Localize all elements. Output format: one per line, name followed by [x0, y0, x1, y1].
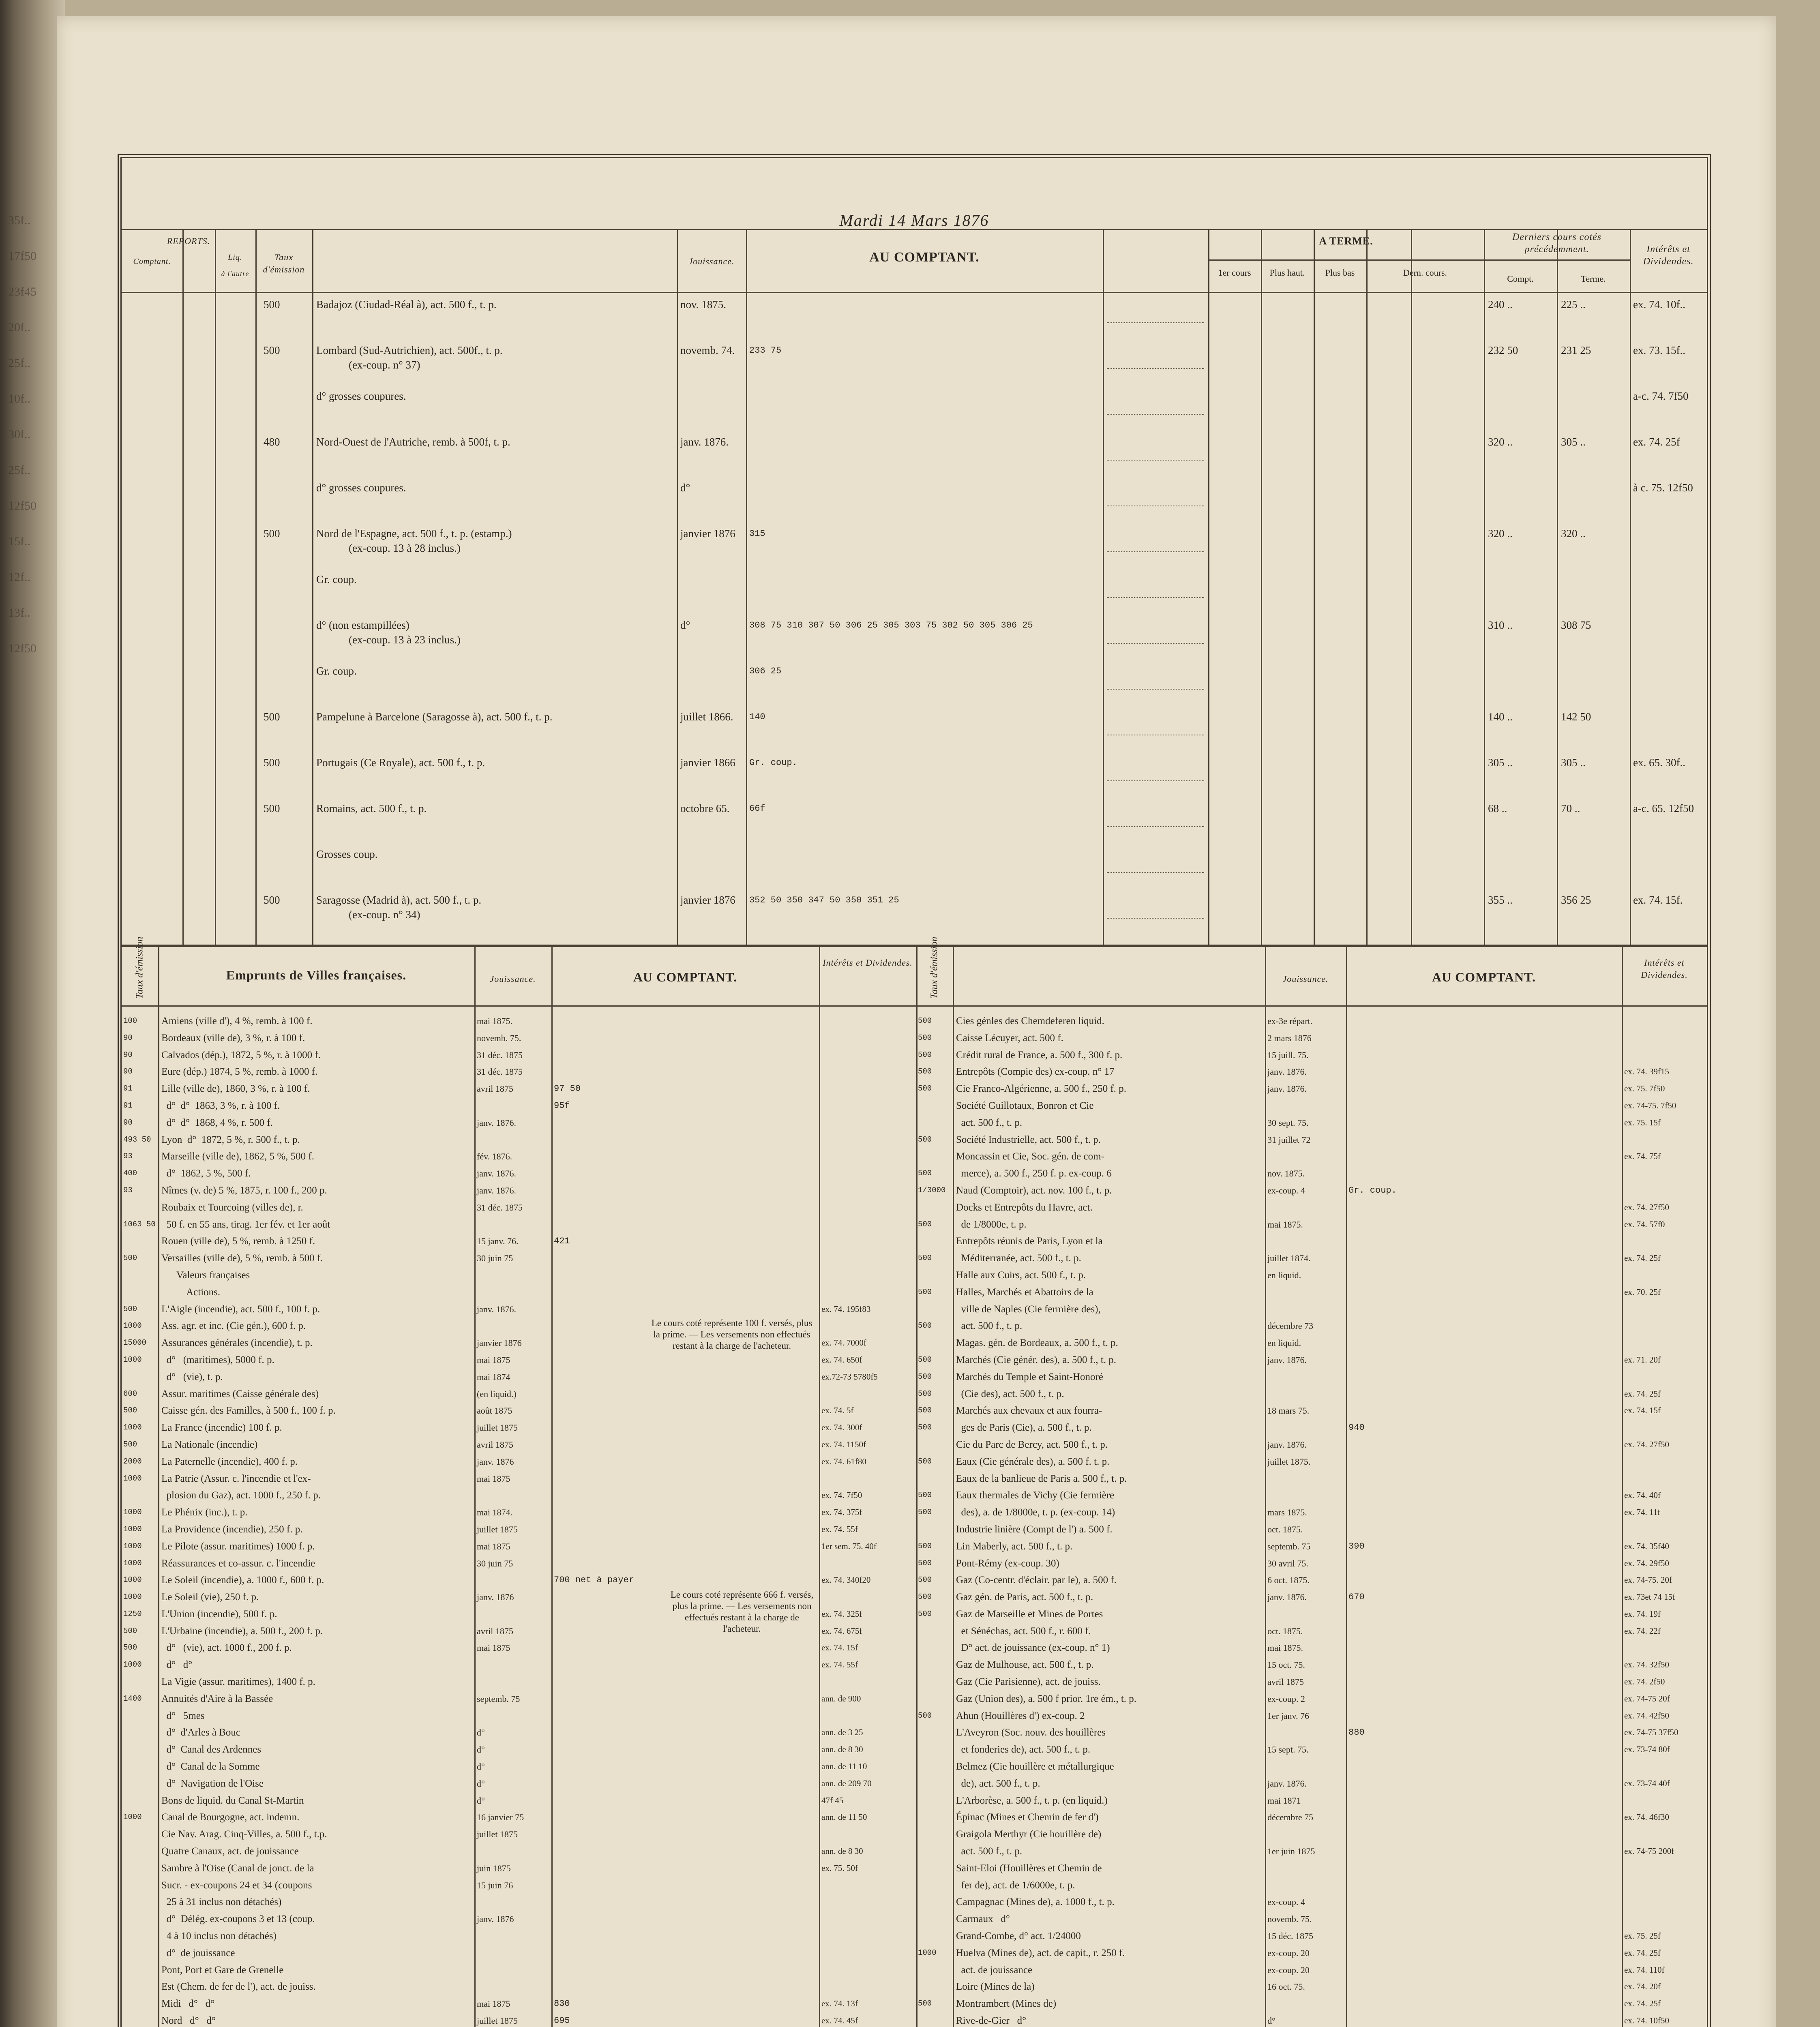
railway-jouissance: novemb. 74. [680, 344, 735, 356]
left-interets-header: Intérêts et Dividendes. [823, 958, 913, 968]
emprunts-header: Emprunts de Villes françaises. [226, 968, 407, 982]
railway-name: Pampelune à Barcelone (Saragosse à), act. 500 f., t. p. [316, 711, 553, 723]
right-jouissance-header: Jouissance. [1282, 974, 1329, 984]
right-securities-column: Cies génles des Chemdeferen liquid. Caisse Lécuyer, act. 500 f. Crédit rural de France, a. 500 f., 300 f. p. Entrepôts (Compie des) ex-coup. n° 17 Cie Franco-Algérienne, a. 500 f., 250 f. p. Société Guillotaux, Bonron et Cie act. 500 f., t. p. Société Industrielle, act. 500 f., t. p. Moncassin et Cie, Soc. gén. de com- merce), a. 500 f., 250 f. p. ex-coup. 6 Naud (Comptoir), act. nov. 100 f., t. p. Docks et Entrepôts du Havre, act. de 1/8000e, t. p. Entrepôts réunis de Paris, Lyon et la Méditerranée, act. 500 f., t. p. Halle aux Cuirs, act. 500 f., t. p. Halles, Marchés et Abattoirs de la ville de Naples (Cie fermière des), act. 500 f., t. p. Magas. gén. de Bordeaux, a. 500 f., t. p. Marchés (Cie génér. des), a. 500 f., t. p. Marchés du Temple et Saint-Honoré (Cie des), act. 500 f., t. p. Marchés aux chevaux et aux fourra- ges de Paris (Cie), a. 500 f., t. p. Cie du Parc de Bercy, act. 500 f., t. p. Eaux (Cie générale des), a. 500 f. t. p. Eaux de la banlieue de Paris a. 500 f., t. p. Eaux thermales de Vichy (Cie fermière des), a. de 1/8000e, t. p. (ex-coup. 14) Industrie linière (Compt de l') a. 500 f. Lin Maberly, act. 500 f., t. p. Pont-Rémy (ex-coup. 30) Gaz (Co-centr. d'éclair. par le), a. 500 f. Gaz gén. de Paris, act. 500 f., t. p. Gaz de Marseille et Mines de Portes et Sénéchas, act. 500 f., r. 600 f. D° act. de jouissance (ex-coup. n° 1) Gaz de Mulhouse, act. 500 f., t. p. Gaz (Cie Parisienne), act. de jouiss. Gaz (Union des), a. 500 f prior. 1re ém., t. p. Ahun (Houillères d') ex-coup. 2 L'Aveyron (Soc. nouv. des houillères et fonderies de), act. 500 f., t. p. Belmez (Cie houillère et métallurgique de), act. 500 f., t. p. L'Arborèse, a. 500 f., t. p. (en liquid.) Épinac (Mines et Chemin de fer d') Graigola Merthyr (Cie houillère de) act. 500 f., t. p. Saint-Eloi (Houillères et Chemin de fer de), act. de 1/6000e, t. p. Campagnac (Mines de), a. 1000 f., t. p. Carmaux d° Grand-Combe, d° act. 1/24000 Huelva (Mines de), act. de capit., r. 250 f. act. de jouissance Loire (Mines de la) Montrambert (Mines de) Rive-de-Gier d° [956, 1016, 1137, 2027]
railway-prec-terme: 225 .. [1561, 298, 1586, 311]
railway-comptant-price: 352 50 350 347 50 350 351 25 [749, 895, 899, 905]
railway-comptant-price: 233 75 [749, 345, 782, 356]
railway-name: Gr. coup. [316, 573, 357, 585]
right-taux-header: Taux d'émission [929, 936, 940, 999]
railway-taux: 480 [264, 436, 280, 448]
railway-name: Gr. coup. [316, 665, 357, 677]
railway-prec-compt: 68 .. [1488, 802, 1507, 814]
railway-interets: ex. 74. 10f.. [1633, 298, 1685, 311]
railway-interets: ex. 73. 15f.. [1633, 344, 1685, 356]
railway-prec-compt: 305 .. [1488, 756, 1513, 769]
railway-leader-dots [1107, 597, 1204, 598]
au-comptant-header: AU COMPTANT. [869, 250, 980, 265]
railway-interets: ex. 74. 25f [1633, 436, 1680, 448]
railway-jouissance: d° [680, 482, 690, 494]
terme-col-plus-bas: Plus bas [1325, 268, 1355, 278]
comptant-subheader: Comptant. [133, 257, 171, 266]
railway-taux: 500 [264, 756, 280, 769]
railway-jouissance: janv. 1876. [680, 436, 729, 448]
railway-taux: 500 [264, 894, 280, 906]
railway-jouissance: octobre 65. [680, 802, 730, 814]
railway-taux: 500 [264, 527, 280, 540]
left-note-2: Le cours coté représente 666 f. versés, plus la prime. — Les versements non effectués restant à la charge de l'acheteur. [670, 1590, 814, 1634]
railway-taux: 500 [264, 298, 280, 311]
railway-prec-terme: 70 .. [1561, 802, 1580, 814]
railway-prec-terme: 142 50 [1561, 711, 1591, 723]
page-title: Mardi 14 Mars 1876 [839, 211, 989, 229]
railway-name: Grosses coup. [316, 848, 378, 860]
railway-interets: a-c. 74. 7f50 [1633, 390, 1689, 402]
railway-prec-compt: 232 50 [1488, 344, 1518, 356]
left-jouissance-header: Jouissance. [490, 974, 536, 984]
terme-col-plus-haut: Plus haut. [1269, 268, 1305, 278]
railway-interets: à c. 75. 12f50 [1633, 482, 1693, 494]
railway-interets: ex. 65. 30f.. [1633, 756, 1685, 769]
left-au-comptant-header: AU COMPTANT. [633, 970, 737, 984]
railway-subtitle: (ex-coup. n° 34) [349, 909, 420, 921]
left-taux-header: Taux d'émission [134, 936, 145, 999]
railway-name: Nord de l'Espagne, act. 500 f., t. p. (estamp.) [316, 527, 512, 540]
left-note-1: Le cours coté représente 100 f. versés, plus la prime. — Les versements non effectués restant à la charge de l'acheteur. [651, 1318, 812, 1351]
railway-prec-compt: 355 .. [1488, 894, 1513, 906]
railway-jouissance: juillet 1866. [680, 711, 733, 723]
interets-header: Intérêts et Dividendes. [1643, 244, 1694, 267]
a-terme-header: A TERME. [1319, 235, 1373, 247]
railway-prec-terme: 308 75 [1561, 619, 1591, 631]
taux-emission-header: Taux d'émission [263, 252, 305, 274]
terme-col-1er-cours: 1er cours [1218, 268, 1251, 278]
railway-interets: a-c. 65. 12f50 [1633, 802, 1694, 814]
liq-a-lautre-subheader: à l'autre [221, 270, 249, 278]
jouissance-header: Jouissance. [688, 256, 735, 266]
railway-leader-dots [1107, 414, 1204, 415]
railway-subtitle: (ex-coup. 13 à 23 inclus.) [349, 634, 461, 646]
railway-leader-dots [1107, 826, 1204, 827]
left-comptant-column: 97 50 95f 421 700 net à payer 830 695 [554, 1084, 635, 2026]
railway-prec-terme: 305 .. [1561, 436, 1586, 448]
railway-name: Lombard (Sud-Autrichien), act. 500f., t. p. [316, 344, 503, 356]
railway-jouissance: janvier 1876 [680, 894, 735, 906]
railway-jouissance: janvier 1866 [680, 756, 735, 769]
railway-prec-compt: 140 .. [1488, 711, 1513, 723]
railway-leader-dots [1107, 872, 1204, 873]
liq-subheader: Liq. [228, 253, 242, 262]
book-binding [0, 0, 65, 2027]
railway-leader-dots [1107, 322, 1204, 323]
railway-name: d° (non estampillées) [316, 619, 409, 631]
railway-comptant-price: 140 [749, 712, 765, 722]
railway-name: d° grosses coupures. [316, 482, 406, 494]
reports-header: REPORTS. [167, 236, 210, 246]
railway-comptant-price: 315 [749, 529, 765, 539]
railway-leader-dots [1107, 460, 1204, 461]
railway-prec-terme: 356 25 [1561, 894, 1591, 906]
railway-subtitle: (ex-coup. n° 37) [349, 359, 420, 371]
railway-taux: 500 [264, 711, 280, 723]
railway-prec-compt: 310 .. [1488, 619, 1513, 631]
railway-jouissance: nov. 1875. [680, 298, 726, 311]
prec-compt-header: Compt. [1507, 274, 1534, 284]
railway-comptant-price: 306 25 [749, 666, 782, 676]
railway-prec-terme: 231 25 [1561, 344, 1591, 356]
right-interets-header: Intérêts et Dividendes. [1641, 958, 1688, 980]
railway-comptant-price: 308 75 310 307 50 306 25 305 303 75 302 50 305 306 25 [749, 620, 1033, 630]
right-interets-column: ex. 74. 39f15 ex. 75. 7f50 ex. 74-75. 7f50 ex. 75. 15f ex. 74. 75f ex. 74. 27f50 ex. 74. 57f0 ex. 74. 25f ex. 70. 25f ex. 71. 20f ex. 74. 25f ex. 74. 15f ex. 74. 27f50 ex. 74. 40f ex. 74. 11f ex. 74. 35f40 ex. 74. 29f50 ex. 74-75. 20f ex. 73et 74 15f ex. 74. 19f ex. 74. 22f ex. 74. 32f50 ex. 74. 2f50 ex. 74-75 20f ex. 74. 42f50 ex. 74-75 37f50 ex. 73-74 80f ex. 73-74 40f ex. 74. 46f30 ex. 74-75 200f ex. 75. 25f ex. 74. 25f ex. 74. 110f ex. 74. 20f ex. 74. 25f ex. 74. 10f50 [1624, 1067, 1679, 2026]
railway-subtitle: (ex-coup. 13 à 28 inclus.) [349, 542, 461, 554]
railway-name: Saragosse (Madrid à), act. 500 f., t. p. [316, 894, 482, 906]
right-au-comptant-header: AU COMPTANT. [1432, 970, 1536, 984]
right-comptant-column: Gr. coup. 940 390 670 880 [1348, 1185, 1397, 1738]
railway-jouissance: d° [680, 619, 690, 631]
railway-name: Badajoz (Ciudad-Réal à), act. 500 f., t. p. [316, 298, 497, 311]
railway-interets: ex. 74. 15f. [1633, 894, 1683, 906]
railway-name: Nord-Ouest de l'Autriche, remb. à 500f, t. p. [316, 436, 510, 448]
derniers-cours-header: Derniers cours cotés précédemment. [1512, 232, 1601, 255]
right-taux-column: 500 500 500 500 500 500 500 1/3000 500 500 500 500 500 500 500 500 500 500 500 500 500 500 500 500 500 500 1000 500 [918, 1016, 946, 2008]
railway-leader-dots [1107, 689, 1204, 690]
terme-col-dern-cours: Dern. cours. [1403, 268, 1447, 278]
railway-prec-terme: 305 .. [1561, 756, 1586, 769]
left-securities-column: Amiens (ville d'), 4 %, remb. à 100 f. Bordeaux (ville de), 3 %, r. à 100 f. Calvados (dép.), 1872, 5 %, r. à 1000 f. Eure (dép.) 1874, 5 %, remb. à 1000 f. Lille (ville de), 1860, 3 %, r. à 100 f. d° d° 1863, 3 %, r. à 100 f. d° d° 1868, 4 %, r. 500 f. Lyon d° 1872, 5 %, r. 500 f., t. p. Marseille (ville de), 1862, 5 %, 500 f. d° 1862, 5 %, 500 f. Nîmes (v. de) 5 %, 1875, r. 100 f., 200 p. Roubaix et Tourcoing (villes de), r. 50 f. en 55 ans, tirag. 1er fév. et 1er août Rouen (ville de), 5 %, remb. à 1250 f. Versailles (ville de), 5 %, remb. à 500 f. Valeurs françaises Actions. L'Aigle (incendie), act. 500 f., 100 f. p. Ass. agr. et inc. (Cie gén.), 600 f. p. Assurances générales (incendie), t. p. d° (maritimes), 5000 f. p. d° (vie), t. p. Assur. maritimes (Caisse générale des) Caisse gén. des Familles, à 500 f., 100 f. p. La France (incendie) 100 f. p. La Nationale (incendie) La Paternelle (incendie), 400 f. p. La Patrie (Assur. c. l'incendie et l'ex- plosion du Gaz), act. 1000 f., 250 f. p. Le Phénix (inc.), t. p. La Providence (incendie), 250 f. p. Le Pilote (assur. maritimes) 1000 f. p. Réassurances et co-assur. c. l'incendie Le Soleil (incendie), a. 1000 f., 600 f. p. Le Soleil (vie), 250 f. p. L'Union (incendie), 500 f. p. L'Urbaine (incendie), a. 500 f., 200 f. p. d° (vie), act. 1000 f., 200 f. p. d° d° La Vigie (assur. maritimes), 1400 f. p. Annuités d'Aire à la Bassée d° 5mes d° d'Arles à Bouc d° Canal des Ardennes d° Canal de la Somme d° Navigation de l'Oise Bons de liquid. du Canal St-Martin Canal de Bourgogne, act. indemn. Cie Nav. Arag. Cinq-Villes, a. 500 f., t.p. Quatre Canaux, act. de jouissance Sambre à l'Oise (Canal de jonct. de la Sucr. - ex-coupons 24 et 34 (coupons 25 à 31 inclus non détachés) d° Délég. ex-coupons 3 et 13 (coup. 4 à 10 inclus non détachés) d° de jouissance Pont, Port et Gare de Grenelle Est (Chem. de fer de l'), act. de jouiss. Midi d° d° Nord d° d° [161, 1016, 336, 2027]
railway-name: Romains, act. 500 f., t. p. [316, 802, 427, 814]
railway-prec-terme: 320 .. [1561, 527, 1586, 540]
railway-prec-compt: 320 .. [1488, 436, 1513, 448]
left-jouissance-column: mai 1875. novemb. 75. 31 déc. 1875 31 déc. 1875 avril 1875 janv. 1876. fév. 1876. janv. 1876. janv. 1876. 31 déc. 1875 15 janv. 76. 30 juin 75 janv. 1876. janvier 1876 mai 1875 mai 1874 (en liquid.) août 1875 juillet 1875 avril 1875 janv. 1876 mai 1875 mai 1874. juillet 1875 mai 1875 30 juin 75 janv. 1876 avril 1875 mai 1875 septemb. 75 d° d° d° d° d° 16 janvier 75 juillet 1875 juin 1875 15 juin 76 janv. 1876 mai 1875 juillet 1875 [477, 1016, 524, 2026]
railway-jouissance: janvier 1876 [680, 527, 735, 540]
railway-leader-dots [1107, 780, 1204, 781]
railway-leader-dots [1107, 643, 1204, 644]
left-taux-column: 100 90 90 90 91 91 90 493 50 93 400 93 1063 50 500 500 1000 15000 1000 600 500 1000 500 2000 1000 1000 1000 1000 1000 1000 1000 1250 500 500 1000 1400 1000 [123, 1016, 156, 1822]
left-interets-column: ex. 74. 195f83 ex. 74. 7000f ex. 74. 650f ex.72-73 5780f5 ex. 74. 5f ex. 74. 300f ex. 74. 1150f ex. 74. 61f80 ex. 74. 7f50 ex. 74. 375f ex. 74. 55f 1er sem. 75. 40f ex. 74. 340f20 ex. 74. 325f ex. 74. 675f ex. 74. 15f ex. 74. 55f ann. de 900 ann. de 3 25 ann. de 8 30 ann. de 11 10 ann. de 209 70 47f 45 ann. de 11 50 ann. de 8 30 ex. 75. 50f ex. 74. 13f ex. 74. 45f [821, 1304, 878, 2026]
table-frame [118, 154, 1711, 2027]
railway-prec-compt: 240 .. [1488, 298, 1513, 311]
railway-comptant-price: 66f [749, 804, 765, 814]
railway-taux: 500 [264, 344, 280, 356]
binding-edge-text: 35f.. 17f50 23f45 20f.. 25f.. 10f.. 30f.. 25f.. 12f50 15f.. 12f.. 13f.. 12f50 [8, 214, 36, 655]
railway-name: Portugais (Ce Royale), act. 500 f., t. p. [316, 756, 485, 769]
ledger-page [57, 16, 1776, 2027]
railway-prec-compt: 320 .. [1488, 527, 1513, 540]
railway-name: d° grosses coupures. [316, 390, 406, 402]
right-jouissance-column: ex-3e répart. 2 mars 1876 15 juill. 75. janv. 1876. janv. 1876. 30 sept. 75. 31 juillet 72 nov. 1875. ex-coup. 4 mai 1875. juillet 1874. en liquid. décembre 73 en liquid. janv. 1876. 18 mars 75. janv. 1876. juillet 1875. mars 1875. oct. 1875. septemb. 75 30 avril 75. 6 oct. 1875. janv. 1876. oct. 1875. mai 1875. 15 oct. 75. avril 1875 ex-coup. 2 1er janv. 76 15 sept. 75. janv. 1876. mai 1871 décembre 75 1er juin 1875 ex-coup. 4 novemb. 75. 15 déc. 1875 ex-coup. 20 ex-coup. 20 16 oct. 75. d° [1267, 1016, 1315, 2026]
railway-leader-dots [1107, 551, 1204, 552]
railway-leader-dots [1107, 918, 1204, 919]
railway-comptant-price: Gr. coup. [749, 758, 797, 768]
railway-taux: 500 [264, 802, 280, 814]
railway-leader-dots [1107, 368, 1204, 369]
prec-terme-header: Terme. [1581, 274, 1606, 284]
